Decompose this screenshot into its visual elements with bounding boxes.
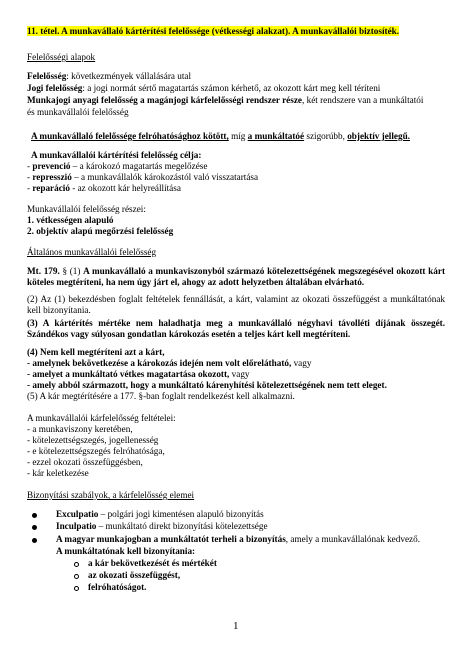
document-title (27, 26, 399, 37)
bullet-bizonyitas (56, 534, 420, 545)
cel-item: - reparáció - az okozott kár helyreállítása (27, 183, 181, 193)
bullet-text: – munkáltató direkt bizonyítási kötelezettsége (96, 521, 268, 531)
bullet-term: A magyar munkajogban a munkáltatót terheli a bizonyítás (56, 534, 286, 544)
cel-term: prevenció (32, 161, 71, 171)
mt-p4-bold: - amely abból származott, hogy a munkáltató kárenyhítési kötelezettségének nem tett eleget. (27, 380, 387, 390)
sub-item: az okozati összefüggést, (88, 570, 181, 580)
bullet-text: – polgári jogi kimentésen alapuló bizonyítás (98, 509, 264, 519)
mt-paragraph-1 (27, 266, 445, 288)
principle-c: a munkáltatóé (247, 131, 305, 141)
mt-p4-bold: - amelynek bekövetkezése a károkozás idején nem volt előrelátható, (27, 358, 292, 368)
mt-p4-item (27, 369, 250, 380)
mt-paragraph-2: (2) Az (1) bekezdésben foglalt feltételek fennállását, a kárt, valamint az okozati összefüggést a munkáltatónak kell bizonyítania. (27, 294, 445, 315)
feltetel-item: - a munkaviszony keretében, (27, 424, 133, 434)
reszei-item: 2. objektív alapú megőrzési felelősség (27, 226, 174, 236)
principle-a: A munkavállaló felelőssége felróhatósághoz kötött, (31, 131, 229, 141)
definition-munkajogi (27, 95, 423, 106)
cel-text: - az okozott kár helyreállítása (69, 183, 181, 193)
principle-d: szigorúbb, (304, 131, 348, 141)
mt-paragraph-4: (4) Nem kell megtéríteni azt a kárt, (27, 347, 165, 357)
circle-bullet-icon (74, 571, 79, 582)
feltetel-item: - kár keletkezése (27, 468, 89, 478)
title-highlight: 11. tétel. A munkavállaló kártérítési felelőssége (vétkességi alakzat). A munkavállalói biztosíték. (27, 26, 400, 36)
cel-term: reparáció (32, 183, 70, 193)
mt-p4-rest: vagy (291, 358, 312, 368)
definition-text: : a jogi normát sértő magatartás számon kérhető, az okozott kárt meg kell téríteni (82, 83, 381, 93)
cel-text: – a károkozó magatartás megelőzése (70, 161, 208, 171)
definition-felelosseg (27, 71, 191, 82)
cel-term: represszió (32, 172, 72, 182)
principle-e: objektív jellegű. (347, 131, 410, 141)
mt-p4-item (27, 380, 387, 391)
circle-bullet-icon (74, 583, 79, 594)
mt-p4-item (27, 358, 311, 369)
principle-line (31, 131, 410, 142)
sub-item: felróhatóságot. (88, 582, 147, 592)
bizonyitas-subheading: A munkáltatónak kell bizonyítania: (56, 546, 196, 556)
bullet-inculpatio (56, 521, 268, 532)
section-heading-altalanos: Általános munkavállalói felelősség (27, 247, 157, 257)
mt-p4-rest: vagy (229, 369, 250, 379)
bullet-exculpatio (56, 509, 264, 520)
circle-bullet-icon (74, 559, 79, 570)
reszei-item: 1. vétkességen alapuló (27, 215, 114, 225)
mt-text: A munkavállaló a munkaviszonyból származó kötelezettségének megszegésével okozott kárt köteles megtéríteni, ha nem úgy járt el, ahogy az adott helyzetben általában elvárható. (27, 266, 446, 287)
cel-heading: A munkavállalói kártérítési felelősség célja: (31, 150, 202, 160)
cel-item: - prevenció – a károkozó magatartás megelőzése (27, 161, 208, 171)
mt-paragraph-3: (3) A kártérítés mértéke nem haladhatja meg a munkavállaló négyhavi távolléti díjának összegét. Szándékos vagy súlyosan gondatlan károkozás esetén a teljes kárt kell megtéríteni. (27, 318, 445, 339)
bullet-term: Inculpatio (56, 521, 97, 531)
reszei-heading: Munkavállalói felelősség részei: (27, 204, 146, 214)
bullet-icon (32, 535, 37, 546)
definition-text: : következmények vállalására utal (66, 71, 192, 81)
feltetel-item: - e kötelezettségszegés felróhatósága, (27, 446, 165, 456)
feltetelek-heading: A munkavállalói kárfelelősség feltételei: (27, 413, 176, 423)
section-heading-bizonyitasi: Bizonyítási szabályok, a kárfelelősség elemei (27, 490, 195, 500)
cel-item: - represszió – a munkavállalók károkozástól való visszatartása (27, 172, 259, 182)
feltetel-item: - ezzel okozati összefüggésben, (27, 457, 143, 467)
mt-ref: Mt. 179. (27, 266, 60, 276)
page-number: 1 (233, 620, 239, 632)
cel-text: – a munkavállalók károkozástól való visszatartása (71, 172, 259, 182)
definition-text: , két rendszere van a munkáltatói (302, 95, 424, 105)
term: Munkajogi anyagi felelősség a magánjogi kárfelelősségi rendszer része (27, 95, 302, 105)
mt-paragraph-5: (5) A kár megtérítésére a 177. §-ban foglalt rendelkezést kell alkalmazni. (27, 391, 295, 401)
bullet-icon (32, 510, 37, 521)
bullet-icon (32, 522, 37, 533)
sub-item: a kár bekövetkezését és mértékét (88, 558, 217, 568)
principle-b: míg (228, 131, 248, 141)
term: Jogi felelősség (27, 83, 83, 93)
term: Felelősség (27, 71, 67, 81)
bullet-text: , amely a munkavállalónak kedvező. (285, 534, 420, 544)
mt-p4-bold: - amelyet a munkáltató vétkes magatartása okozott, (27, 369, 230, 379)
definition-jogi-felelosseg (27, 83, 380, 94)
bullet-term: Exculpatio (56, 509, 99, 519)
definition-munkajogi-cont: és munkavállalói felelősség (27, 107, 129, 117)
feltetel-item: - kötelezettségszegés, jogellenesség (27, 435, 159, 445)
section-heading-felelossegi-alapok: Felelősségi alapok (27, 52, 96, 62)
mt-para-mark: § (1) (59, 266, 84, 276)
